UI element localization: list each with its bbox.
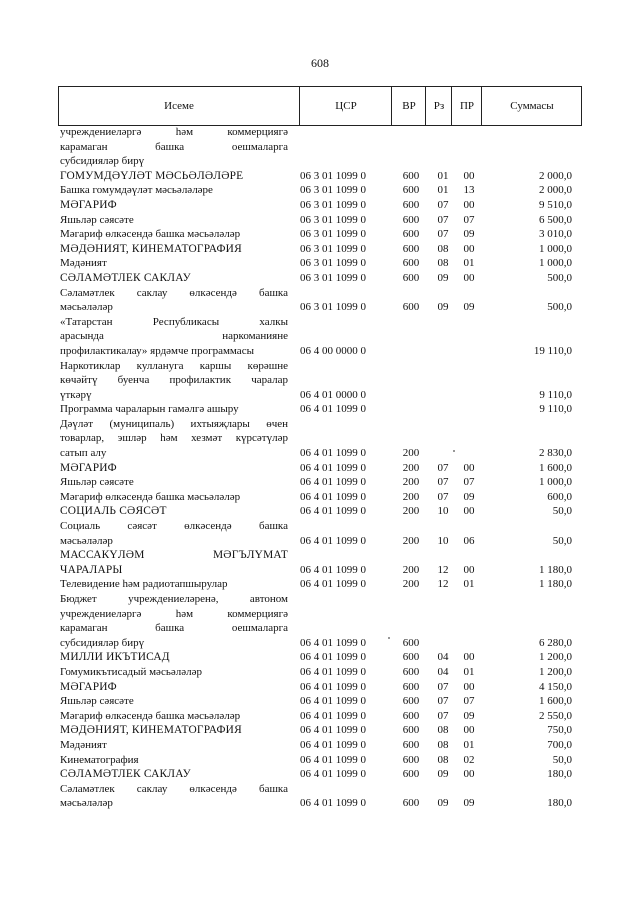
row-rz: 08 <box>437 242 449 255</box>
row-name: Яшьләр сәясәте <box>60 476 134 489</box>
row-name: Мәгариф өлкәсендә башка мәсьәләләр <box>60 709 241 722</box>
table-row <box>0 621 640 636</box>
row-csr: 06 4 01 1099 0 <box>300 665 366 678</box>
row-pr: 09 <box>463 709 475 722</box>
row-sum: 700,0 <box>547 738 572 751</box>
table-row <box>0 256 640 271</box>
table-row <box>0 665 640 680</box>
row-csr: 06 4 01 1099 0 <box>300 461 366 474</box>
table-row <box>0 490 640 505</box>
row-pr: 00 <box>463 680 475 693</box>
table-row <box>0 329 640 344</box>
row-name: Мәдәният <box>60 738 107 751</box>
table-row <box>0 169 640 184</box>
table-row <box>0 709 640 724</box>
row-name: Кинематография <box>60 753 139 766</box>
row-csr: 06 4 01 1099 0 <box>300 724 366 737</box>
row-csr: 06 3 01 1099 0 <box>300 213 366 226</box>
row-rz: 09 <box>437 301 449 314</box>
row-csr: 06 4 01 1099 0 <box>300 403 366 416</box>
row-csr: 06 4 01 1099 0 <box>300 490 366 503</box>
row-name: Мәдәният <box>60 257 107 270</box>
row-sum: 1 000,0 <box>539 476 572 489</box>
row-name: арасында наркоманияне <box>60 330 288 343</box>
row-vr: 200 <box>402 447 420 460</box>
row-vr: 600 <box>402 738 420 751</box>
row-csr: 06 3 01 1099 0 <box>300 301 366 314</box>
row-vr: 600 <box>402 242 420 255</box>
table-row <box>0 592 640 607</box>
row-csr: 06 3 01 1099 0 <box>300 169 366 182</box>
row-sum: 180,0 <box>547 797 572 810</box>
row-rz: 08 <box>437 738 449 751</box>
row-rz: 08 <box>437 257 449 270</box>
row-pr: 00 <box>463 271 475 284</box>
row-csr: 06 4 01 1099 0 <box>300 563 366 576</box>
row-name: мәсьәләләр <box>60 301 113 314</box>
row-sum: 3 010,0 <box>539 228 572 241</box>
row-rz: 07 <box>437 695 449 708</box>
row-name: субсидияләр бирү <box>60 155 145 168</box>
row-name: учреждениеләргә һәм коммерциягә <box>60 607 288 620</box>
row-csr: 06 3 01 1099 0 <box>300 271 366 284</box>
scan-speck <box>453 450 455 452</box>
row-name: көчәйтү буенча профилактик чаралар <box>60 374 288 387</box>
table-row <box>0 446 640 461</box>
row-rz: 10 <box>437 534 449 547</box>
row-name: Программа чараларын гамәлгә ашыру <box>60 403 239 416</box>
row-csr: 06 4 01 1099 0 <box>300 651 366 664</box>
row-name: үткәрү <box>60 388 92 401</box>
row-rz: 07 <box>437 680 449 693</box>
row-pr: 01 <box>463 257 475 270</box>
table-row <box>0 373 640 388</box>
header-pr: ПР <box>451 87 482 125</box>
table-row <box>0 198 640 213</box>
row-pr: 07 <box>463 213 475 226</box>
table-row <box>0 636 640 651</box>
row-sum: 180,0 <box>547 768 572 781</box>
row-csr: 06 4 01 1099 0 <box>300 738 366 751</box>
row-rz: 07 <box>437 490 449 503</box>
table-header <box>58 86 582 126</box>
header-sum: Суммасы <box>481 87 582 125</box>
row-vr: 200 <box>402 461 420 474</box>
row-pr: 09 <box>463 797 475 810</box>
row-sum: 4 150,0 <box>539 680 572 693</box>
row-csr: 06 4 01 1099 0 <box>300 476 366 489</box>
row-rz: 07 <box>437 476 449 489</box>
row-name: Дәүләт (муниципаль) ихтыяҗлары өчен <box>60 417 288 430</box>
row-csr: 06 4 01 1099 0 <box>300 709 366 722</box>
row-vr: 600 <box>402 184 420 197</box>
row-name: СӘЛАМӘТЛЕК САКЛАУ <box>60 271 191 284</box>
row-name: Бюджет учреждениеләренә, автоном <box>60 593 288 605</box>
row-sum: 2 000,0 <box>539 169 572 182</box>
row-name: МӘДӘНИЯТ, КИНЕМАТОГРАФИЯ <box>60 724 242 737</box>
row-name: профилактикалау» ярдәмче программасы <box>60 344 254 357</box>
row-name: учреждениеләргә һәм коммерциягә <box>60 126 288 138</box>
row-vr: 600 <box>402 695 420 708</box>
table-row <box>0 242 640 257</box>
row-vr: 600 <box>402 636 420 649</box>
row-vr: 600 <box>402 797 420 810</box>
row-pr: 00 <box>463 198 475 211</box>
row-sum: 1 180,0 <box>539 578 572 591</box>
row-sum: 19 110,0 <box>533 344 572 357</box>
row-name: Мәгариф өлкәсендә башка мәсьәләләр <box>60 490 241 503</box>
table-row <box>0 796 640 811</box>
table-row <box>0 680 640 695</box>
row-vr: 200 <box>402 505 420 518</box>
table-row <box>0 417 640 432</box>
row-sum: 1 200,0 <box>539 665 572 678</box>
row-rz: 07 <box>437 198 449 211</box>
row-vr: 600 <box>402 665 420 678</box>
table-row <box>0 767 640 782</box>
row-pr: 01 <box>463 665 475 678</box>
row-rz: 12 <box>437 578 449 591</box>
row-csr: 06 4 01 1099 0 <box>300 534 366 547</box>
table-row <box>0 431 640 446</box>
row-vr: 600 <box>402 724 420 737</box>
row-name: ЧАРАЛАРЫ <box>60 563 123 576</box>
table-row <box>0 738 640 753</box>
row-name: Сәламәтлек саклау өлкәсендә башка <box>60 782 288 795</box>
row-name: Башка гомумдәүләт мәсьәләләре <box>60 184 213 197</box>
row-pr: 07 <box>463 695 475 708</box>
row-sum: 500,0 <box>547 271 572 284</box>
table-row <box>0 315 640 330</box>
page-number: 608 <box>311 56 329 70</box>
table-row <box>0 402 640 417</box>
row-csr: 06 4 00 0000 0 <box>300 344 366 357</box>
row-name: МӘГАРИФ <box>60 680 117 693</box>
row-rz: 04 <box>437 651 449 664</box>
row-name: МАССАКҮЛӘМ МӘГЪЛҮМАТ <box>60 549 288 562</box>
table-row <box>0 694 640 709</box>
row-name: МӘГАРИФ <box>60 461 117 474</box>
row-rz: 01 <box>437 169 449 182</box>
row-sum: 750,0 <box>547 724 572 737</box>
row-rz: 08 <box>437 724 449 737</box>
row-sum: 1 600,0 <box>539 461 572 474</box>
table-row <box>0 125 640 140</box>
row-pr: 00 <box>463 505 475 518</box>
row-sum: 2 550,0 <box>539 709 572 722</box>
row-csr: 06 4 01 0000 0 <box>300 388 366 401</box>
table-row <box>0 577 640 592</box>
row-name: МИЛЛИ ИКЪТИСАД <box>60 651 170 664</box>
row-vr: 600 <box>402 271 420 284</box>
row-csr: 06 4 01 1099 0 <box>300 636 366 649</box>
row-pr: 02 <box>463 753 475 766</box>
row-sum: 50,0 <box>552 753 572 766</box>
row-vr: 200 <box>402 563 420 576</box>
row-rz: 09 <box>437 797 449 810</box>
row-pr: 00 <box>463 768 475 781</box>
row-pr: 00 <box>463 461 475 474</box>
row-pr: 00 <box>463 169 475 182</box>
table-row <box>0 388 640 403</box>
row-name: Мәгариф өлкәсендә башка мәсьәләләр <box>60 228 241 241</box>
row-pr: 00 <box>463 242 475 255</box>
row-sum: 9 110,0 <box>539 403 572 416</box>
row-name: мәсьәләләр <box>60 797 113 810</box>
row-vr: 200 <box>402 490 420 503</box>
table-row <box>0 563 640 578</box>
table-row <box>0 227 640 242</box>
row-rz: 10 <box>437 505 449 518</box>
row-vr: 600 <box>402 228 420 241</box>
table-row <box>0 461 640 476</box>
row-sum: 50,0 <box>552 505 572 518</box>
table-row <box>0 213 640 228</box>
row-name: мәсьәләләр <box>60 534 113 547</box>
row-name: Телевидение һәм радиотапшырулар <box>60 578 228 591</box>
row-vr: 600 <box>402 753 420 766</box>
row-vr: 600 <box>402 213 420 226</box>
row-name: Наркотиклар куллануга каршы көрәшне <box>60 359 288 372</box>
row-name: Яшьләр сәясәте <box>60 695 134 708</box>
row-rz: 12 <box>437 563 449 576</box>
row-vr: 600 <box>402 651 420 664</box>
row-pr: 01 <box>463 578 475 591</box>
row-name: субсидияләр бирү <box>60 636 145 649</box>
row-pr: 09 <box>463 301 475 314</box>
row-sum: 50,0 <box>552 534 572 547</box>
row-name: СОЦИАЛЬ СӘЯСӘТ <box>60 505 167 518</box>
row-vr: 600 <box>402 680 420 693</box>
row-sum: 1 200,0 <box>539 651 572 664</box>
table-row <box>0 650 640 665</box>
row-name: «Татарстан Республикасы халкы <box>60 315 288 328</box>
row-sum: 1 000,0 <box>539 242 572 255</box>
row-pr: 00 <box>463 563 475 576</box>
row-vr: 600 <box>402 257 420 270</box>
row-vr: 600 <box>402 301 420 314</box>
row-name: СӘЛАМӘТЛЕК САКЛАУ <box>60 768 191 781</box>
row-name: карамаган башка оешмаларга <box>60 140 288 153</box>
row-rz: 04 <box>437 665 449 678</box>
row-pr: 13 <box>463 184 475 197</box>
row-csr: 06 4 01 1099 0 <box>300 447 366 460</box>
header-csr: ЦСР <box>299 87 392 125</box>
row-csr: 06 4 01 1099 0 <box>300 505 366 518</box>
row-name: Социаль сәясәт өлкәсендә башка <box>60 520 288 533</box>
table-row <box>0 271 640 286</box>
table-row <box>0 344 640 359</box>
table-row <box>0 534 640 549</box>
table-row <box>0 782 640 797</box>
row-name: Сәламәтлек саклау өлкәсендә башка <box>60 286 288 299</box>
table-row <box>0 723 640 738</box>
row-name: карамаган башка оешмаларга <box>60 622 288 635</box>
row-sum: 600,0 <box>547 490 572 503</box>
row-csr: 06 3 01 1099 0 <box>300 228 366 241</box>
row-name: товарлар, эшләр һәм хезмәт күрсәтүләр <box>60 432 288 445</box>
header-name: Исеме <box>164 100 194 112</box>
row-rz: 07 <box>437 228 449 241</box>
table-row <box>0 286 640 301</box>
row-csr: 06 4 01 1099 0 <box>300 768 366 781</box>
row-vr: 200 <box>402 534 420 547</box>
row-csr: 06 3 01 1099 0 <box>300 257 366 270</box>
row-csr: 06 3 01 1099 0 <box>300 184 366 197</box>
row-sum: 1 180,0 <box>539 563 572 576</box>
row-sum: 1 000,0 <box>539 257 572 270</box>
row-pr: 09 <box>463 490 475 503</box>
row-sum: 2 000,0 <box>539 184 572 197</box>
row-csr: 06 4 01 1099 0 <box>300 753 366 766</box>
table-row <box>0 475 640 490</box>
row-pr: 06 <box>463 534 475 547</box>
header-vr: ВР <box>391 87 426 125</box>
header-rz: Рз <box>425 87 452 125</box>
row-csr: 06 4 01 1099 0 <box>300 695 366 708</box>
row-name: Яшьләр сәясәте <box>60 213 134 226</box>
row-rz: 09 <box>437 271 449 284</box>
row-name: сатып алу <box>60 447 107 460</box>
table-row <box>0 300 640 315</box>
row-rz: 09 <box>437 768 449 781</box>
row-sum: 1 600,0 <box>539 695 572 708</box>
row-csr: 06 4 01 1099 0 <box>300 797 366 810</box>
row-csr: 06 3 01 1099 0 <box>300 242 366 255</box>
row-sum: 2 830,0 <box>539 447 572 460</box>
row-pr: 09 <box>463 228 475 241</box>
row-vr: 200 <box>402 476 420 489</box>
table-row <box>0 183 640 198</box>
row-vr: 600 <box>402 198 420 211</box>
row-name: МӘГАРИФ <box>60 198 117 211</box>
row-rz: 07 <box>437 709 449 722</box>
row-sum: 6 500,0 <box>539 213 572 226</box>
row-sum: 6 280,0 <box>539 636 572 649</box>
row-vr: 600 <box>402 169 420 182</box>
table-row <box>0 504 640 519</box>
table-row <box>0 753 640 768</box>
row-pr: 07 <box>463 476 475 489</box>
table-row <box>0 548 640 563</box>
row-pr: 00 <box>463 724 475 737</box>
scan-speck <box>388 637 390 639</box>
row-rz: 07 <box>437 213 449 226</box>
row-name: ГОМУМДӘҮЛӘТ МӘСЬӘЛӘЛӘРЕ <box>60 169 244 182</box>
row-csr: 06 4 01 1099 0 <box>300 578 366 591</box>
table-body <box>0 125 640 811</box>
row-name: МӘДӘНИЯТ, КИНЕМАТОГРАФИЯ <box>60 242 242 255</box>
row-vr: 600 <box>402 768 420 781</box>
table-row <box>0 607 640 622</box>
row-vr: 600 <box>402 709 420 722</box>
row-sum: 9 110,0 <box>539 388 572 401</box>
table-row <box>0 140 640 155</box>
row-rz: 08 <box>437 753 449 766</box>
row-name: Гомумикътисадый мәсьәләләр <box>60 665 202 678</box>
table-row <box>0 154 640 169</box>
row-pr: 00 <box>463 651 475 664</box>
table-row <box>0 519 640 534</box>
table-row <box>0 359 640 374</box>
row-rz: 01 <box>437 184 449 197</box>
row-csr: 06 4 01 1099 0 <box>300 680 366 693</box>
row-pr: 01 <box>463 738 475 751</box>
row-rz: 07 <box>437 461 449 474</box>
row-vr: 200 <box>402 578 420 591</box>
row-sum: 500,0 <box>547 301 572 314</box>
row-csr: 06 3 01 1099 0 <box>300 198 366 211</box>
row-sum: 9 510,0 <box>539 198 572 211</box>
